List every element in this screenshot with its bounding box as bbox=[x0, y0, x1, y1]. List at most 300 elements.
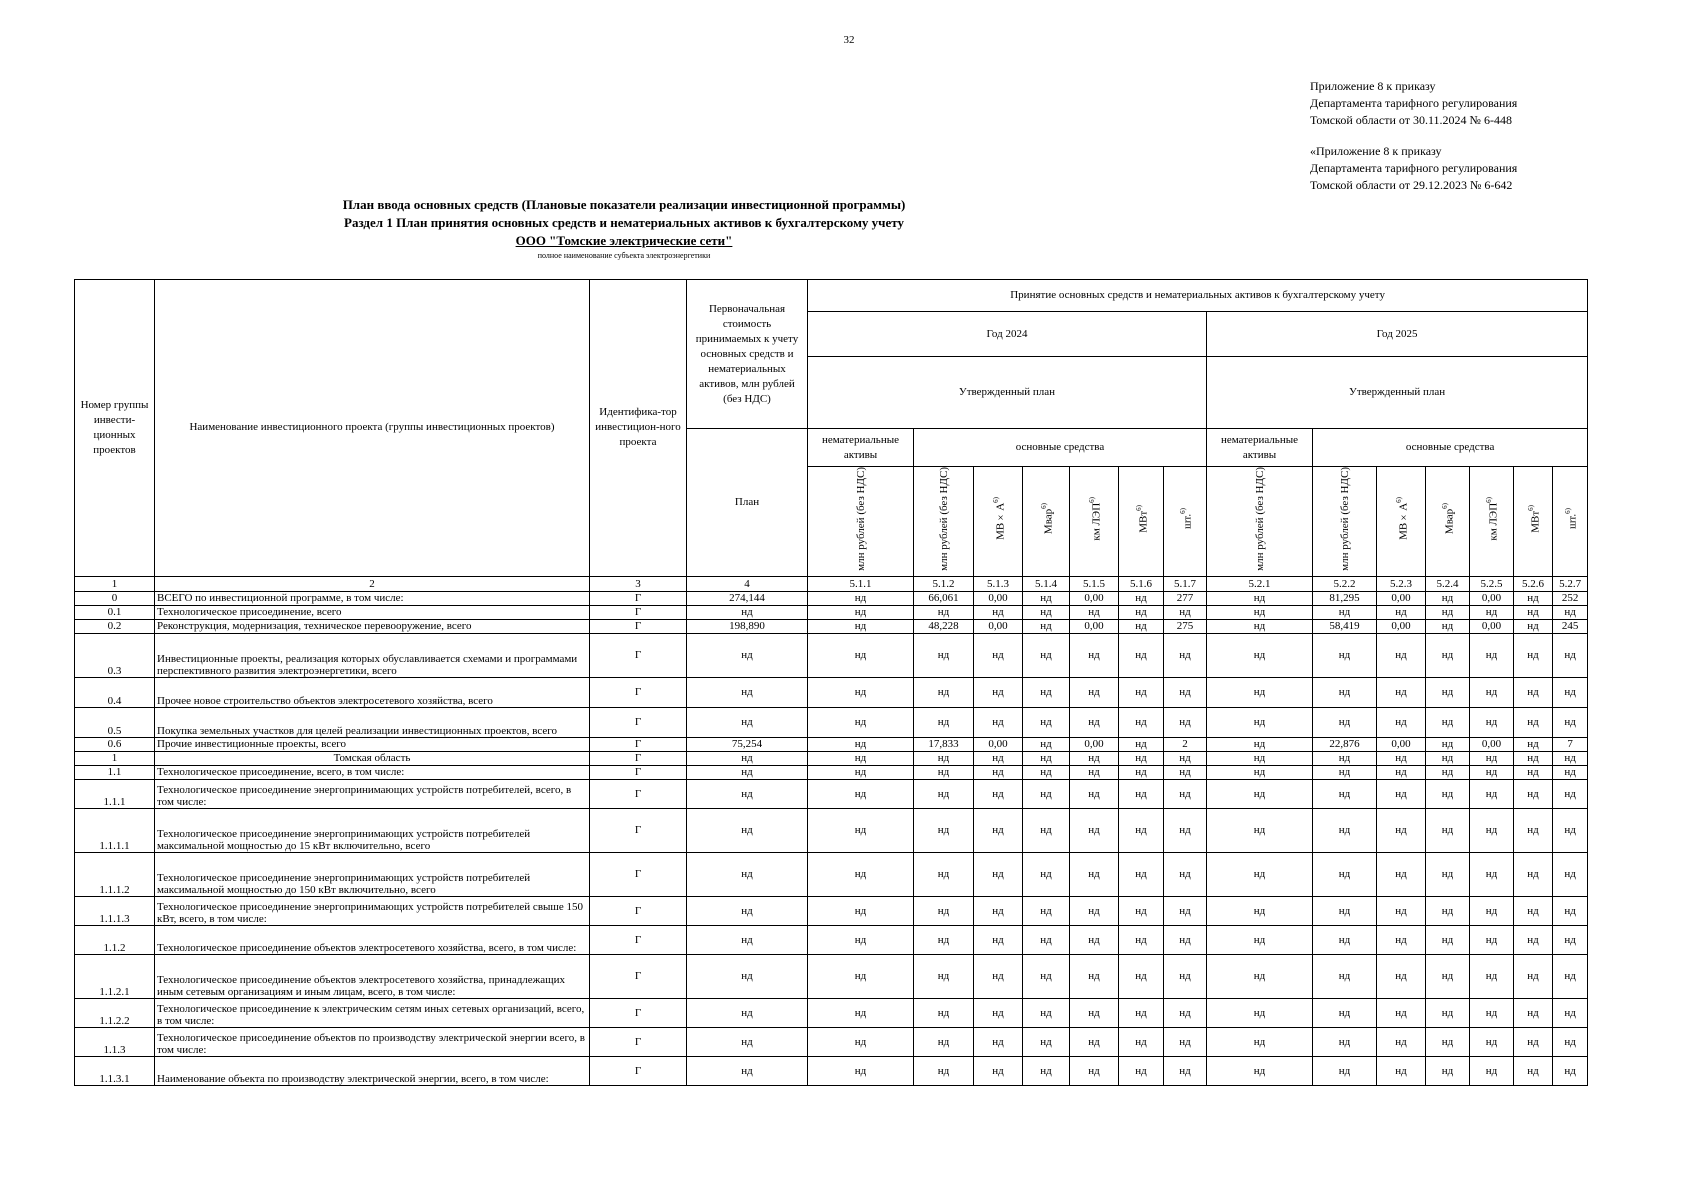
unit-label: шт.$^{6)}$ bbox=[1563, 508, 1579, 530]
header-initial-cost: Первоначальная стоимость принимаемых к учету основных средств и нематериальных активов, млн рублей (без НДС) bbox=[687, 280, 808, 429]
row-value-cell: нд bbox=[687, 1056, 808, 1085]
unit-header-cell bbox=[974, 467, 1023, 577]
row-value-cell: нд bbox=[687, 633, 808, 677]
table-header bbox=[75, 280, 1588, 592]
row-value-cell: нд bbox=[974, 925, 1023, 954]
row-project-id: Г bbox=[590, 808, 687, 852]
row-value-cell: нд bbox=[1377, 896, 1426, 925]
appendix-current bbox=[1310, 78, 1517, 129]
row-value-cell: нд bbox=[1514, 1056, 1553, 1085]
row-value-cell: нд bbox=[1070, 896, 1119, 925]
footnote-mark: 6) bbox=[1485, 497, 1494, 503]
row-value-cell: нд bbox=[1377, 1027, 1426, 1056]
row-group-number: 0.6 bbox=[75, 737, 155, 751]
row-value-cell: нд bbox=[974, 677, 1023, 707]
row-value-cell: нд bbox=[1426, 707, 1470, 737]
column-number-cell: 5.2.6 bbox=[1514, 576, 1553, 591]
row-value-cell: нд bbox=[1377, 707, 1426, 737]
row-value-cell: нд bbox=[1377, 925, 1426, 954]
row-project-name: Реконструкция, модернизация, техническое перевооружение, всего bbox=[155, 619, 590, 633]
row-project-name: Покупка земельных участков для целей реализации инвестиционных проектов, всего bbox=[155, 707, 590, 737]
row-value-cell: нд bbox=[1313, 852, 1377, 896]
row-group-number: 1.1.1.1 bbox=[75, 808, 155, 852]
table-row bbox=[75, 591, 1588, 605]
row-value-cell: нд bbox=[1377, 808, 1426, 852]
row-value-cell: 58,419 bbox=[1313, 619, 1377, 633]
header-project-name: Наименование инвестиционного проекта (группы инвестиционных проектов) bbox=[155, 280, 590, 577]
unit-header-cell bbox=[1514, 467, 1553, 577]
unit-label: км ЛЭП$^{6)}$ bbox=[1087, 497, 1103, 541]
footnote-mark: 6) bbox=[1178, 508, 1187, 515]
title-line-2: Раздел 1 План принятия основных средств и нематериальных активов к бухгалтерскому учету bbox=[344, 215, 904, 230]
row-group-number: 1.1.1 bbox=[75, 779, 155, 808]
row-group-number: 1.1.3.1 bbox=[75, 1056, 155, 1085]
row-group-number: 0 bbox=[75, 591, 155, 605]
row-group-number: 1.1.1.3 bbox=[75, 896, 155, 925]
row-value-cell: нд bbox=[1377, 605, 1426, 619]
row-value-cell: нд bbox=[1119, 605, 1164, 619]
row-project-id: Г bbox=[590, 751, 687, 765]
row-project-name: Технологическое присоединение энергопринимающих устройств потребителей максимальной мощностью до 150 кВт включительно, всего bbox=[155, 852, 590, 896]
row-value-cell: нд bbox=[1164, 1027, 1207, 1056]
row-value-cell: нд bbox=[974, 896, 1023, 925]
row-value-cell: нд bbox=[808, 852, 914, 896]
row-value-cell: нд bbox=[1553, 633, 1588, 677]
row-value-cell: 252 bbox=[1553, 591, 1588, 605]
column-number-cell: 5.2.2 bbox=[1313, 576, 1377, 591]
row-group-number: 1.1.2.1 bbox=[75, 954, 155, 998]
row-value-cell: нд bbox=[1426, 1027, 1470, 1056]
row-value-cell: нд bbox=[1313, 677, 1377, 707]
row-value-cell: нд bbox=[974, 808, 1023, 852]
row-value-cell: нд bbox=[1377, 765, 1426, 779]
table-row bbox=[75, 925, 1588, 954]
row-value-cell: нд bbox=[1470, 925, 1514, 954]
row-value-cell: 22,876 bbox=[1313, 737, 1377, 751]
row-value-cell: нд bbox=[1119, 591, 1164, 605]
row-value-cell: 48,228 bbox=[914, 619, 974, 633]
row-group-number: 0.2 bbox=[75, 619, 155, 633]
row-value-cell: нд bbox=[687, 779, 808, 808]
row-value-cell: нд bbox=[1426, 925, 1470, 954]
row-value-cell: нд bbox=[914, 707, 974, 737]
row-value-cell: нд bbox=[974, 707, 1023, 737]
row-value-cell: нд bbox=[1470, 954, 1514, 998]
row-value-cell: нд bbox=[1070, 765, 1119, 779]
organization-name: ООО "Томские электрические сети" bbox=[515, 233, 733, 248]
row-value-cell: нд bbox=[1023, 954, 1070, 998]
header-year-2025: Год 2025 bbox=[1207, 312, 1588, 357]
table-row bbox=[75, 896, 1588, 925]
row-value-cell: нд bbox=[1023, 619, 1070, 633]
row-value-cell: нд bbox=[1313, 605, 1377, 619]
row-project-id: Г bbox=[590, 591, 687, 605]
row-value-cell: нд bbox=[1164, 896, 1207, 925]
row-value-cell: нд bbox=[808, 925, 914, 954]
row-value-cell: нд bbox=[808, 779, 914, 808]
row-value-cell: нд bbox=[1553, 751, 1588, 765]
row-value-cell: нд bbox=[1470, 633, 1514, 677]
row-value-cell: 0,00 bbox=[974, 737, 1023, 751]
row-value-cell: нд bbox=[1514, 765, 1553, 779]
column-number-cell: 5.2.7 bbox=[1553, 576, 1588, 591]
row-project-id: Г bbox=[590, 925, 687, 954]
header-plan: План bbox=[687, 429, 808, 577]
row-value-cell: нд bbox=[1426, 1056, 1470, 1085]
row-value-cell: нд bbox=[1426, 591, 1470, 605]
row-value-cell: нд bbox=[808, 605, 914, 619]
row-value-cell: нд bbox=[1470, 998, 1514, 1027]
footnote-mark: 6) bbox=[1134, 505, 1143, 511]
row-value-cell: нд bbox=[1207, 765, 1313, 779]
row-value-cell: нд bbox=[808, 737, 914, 751]
row-value-cell: нд bbox=[1207, 998, 1313, 1027]
column-number-cell: 5.1.1 bbox=[808, 576, 914, 591]
row-value-cell: нд bbox=[1313, 998, 1377, 1027]
row-value-cell: нд bbox=[1023, 896, 1070, 925]
footnote-mark: 6) bbox=[1039, 503, 1048, 510]
row-value-cell: нд bbox=[687, 896, 808, 925]
header-group-number: Номер группы инвести-ционных проектов bbox=[75, 280, 155, 577]
row-value-cell: нд bbox=[687, 605, 808, 619]
row-value-cell: нд bbox=[1426, 619, 1470, 633]
row-value-cell: нд bbox=[1119, 1027, 1164, 1056]
header-approved-plan-2024: Утвержденный план bbox=[808, 357, 1207, 429]
row-value-cell: нд bbox=[1514, 707, 1553, 737]
row-value-cell: нд bbox=[1070, 1027, 1119, 1056]
row-value-cell: нд bbox=[1553, 779, 1588, 808]
column-number-cell: 2 bbox=[155, 576, 590, 591]
row-group-number: 0.3 bbox=[75, 633, 155, 677]
row-value-cell: нд bbox=[1377, 852, 1426, 896]
row-project-name: Технологическое присоединение, всего bbox=[155, 605, 590, 619]
row-value-cell: нд bbox=[1119, 677, 1164, 707]
row-value-cell: нд bbox=[1377, 677, 1426, 707]
row-value-cell: нд bbox=[1070, 779, 1119, 808]
unit-header-cell bbox=[1023, 467, 1070, 577]
row-value-cell: нд bbox=[1023, 633, 1070, 677]
row-value-cell: 66,061 bbox=[914, 591, 974, 605]
row-value-cell: нд bbox=[808, 619, 914, 633]
row-value-cell: нд bbox=[1514, 677, 1553, 707]
row-project-id: Г bbox=[590, 852, 687, 896]
row-value-cell: нд bbox=[1164, 925, 1207, 954]
investment-plan-table bbox=[74, 279, 1588, 1086]
row-project-id: Г bbox=[590, 765, 687, 779]
unit-label: млн рублей (без НДС) bbox=[1253, 467, 1266, 571]
row-value-cell: нд bbox=[1377, 1056, 1426, 1085]
row-value-cell: нд bbox=[1553, 896, 1588, 925]
row-value-cell: нд bbox=[914, 896, 974, 925]
row-value-cell: нд bbox=[1164, 605, 1207, 619]
row-value-cell: нд bbox=[1313, 1027, 1377, 1056]
row-value-cell: 0,00 bbox=[1070, 737, 1119, 751]
row-project-name: ВСЕГО по инвестиционной программе, в том числе: bbox=[155, 591, 590, 605]
row-project-id: Г bbox=[590, 605, 687, 619]
row-project-id: Г bbox=[590, 619, 687, 633]
header-acceptance: Принятие основных средств и нематериальных активов к бухгалтерскому учету bbox=[808, 280, 1588, 312]
header-fixed-assets-2025: основные средства bbox=[1313, 429, 1588, 467]
row-value-cell: нд bbox=[1023, 1056, 1070, 1085]
row-value-cell: нд bbox=[1514, 998, 1553, 1027]
row-value-cell: 0,00 bbox=[1070, 591, 1119, 605]
row-value-cell: нд bbox=[1023, 765, 1070, 779]
row-project-name: Технологическое присоединение объектов электросетевого хозяйства, всего, в том числе: bbox=[155, 925, 590, 954]
row-project-name: Технологическое присоединение объектов по производству электрической энергии всего, в том числе: bbox=[155, 1027, 590, 1056]
row-value-cell: нд bbox=[1070, 808, 1119, 852]
row-value-cell: нд bbox=[1313, 751, 1377, 765]
row-value-cell: нд bbox=[1164, 954, 1207, 998]
row-value-cell: нд bbox=[1470, 707, 1514, 737]
row-value-cell: нд bbox=[1164, 751, 1207, 765]
column-number-cell: 5.1.3 bbox=[974, 576, 1023, 591]
row-value-cell: нд bbox=[1119, 737, 1164, 751]
row-value-cell: нд bbox=[1470, 1056, 1514, 1085]
table-row bbox=[75, 808, 1588, 852]
row-value-cell: нд bbox=[1207, 737, 1313, 751]
table-row bbox=[75, 852, 1588, 896]
unit-header-cell bbox=[1164, 467, 1207, 577]
unit-header-cell bbox=[1377, 467, 1426, 577]
row-value-cell: 2 bbox=[1164, 737, 1207, 751]
row-value-cell: 81,295 bbox=[1313, 591, 1377, 605]
column-number-cell: 5.2.1 bbox=[1207, 576, 1313, 591]
row-value-cell: нд bbox=[1553, 1056, 1588, 1085]
row-group-number: 1.1.2 bbox=[75, 925, 155, 954]
row-value-cell: нд bbox=[1070, 1056, 1119, 1085]
column-number-cell: 5.1.4 bbox=[1023, 576, 1070, 591]
row-value-cell: нд bbox=[1119, 633, 1164, 677]
footnote-mark: 6) bbox=[991, 497, 1000, 504]
row-value-cell: нд bbox=[1207, 591, 1313, 605]
column-number-cell: 4 bbox=[687, 576, 808, 591]
row-value-cell: нд bbox=[1207, 779, 1313, 808]
row-value-cell: нд bbox=[808, 954, 914, 998]
table-row bbox=[75, 707, 1588, 737]
row-value-cell: 17,833 bbox=[914, 737, 974, 751]
row-value-cell: нд bbox=[1553, 765, 1588, 779]
unit-header-cell bbox=[1207, 467, 1313, 577]
row-value-cell: нд bbox=[1207, 633, 1313, 677]
row-value-cell: нд bbox=[687, 808, 808, 852]
appendix-line: Департамента тарифного регулирования bbox=[1310, 161, 1518, 175]
table-row bbox=[75, 998, 1588, 1027]
footnote-mark: 6) bbox=[1526, 505, 1535, 511]
row-value-cell: нд bbox=[808, 591, 914, 605]
row-value-cell: нд bbox=[1377, 633, 1426, 677]
row-value-cell: нд bbox=[687, 707, 808, 737]
row-value-cell: нд bbox=[1470, 779, 1514, 808]
row-value-cell: нд bbox=[808, 765, 914, 779]
footnote-mark: 6) bbox=[1087, 497, 1096, 503]
row-value-cell: нд bbox=[1470, 765, 1514, 779]
appendix-line: Томской области от 30.11.2024 № 6-448 bbox=[1310, 113, 1512, 127]
unit-header-cell bbox=[808, 467, 914, 577]
unit-header-cell bbox=[1553, 467, 1588, 577]
row-value-cell: нд bbox=[687, 925, 808, 954]
row-value-cell: нд bbox=[687, 954, 808, 998]
row-value-cell: нд bbox=[1313, 707, 1377, 737]
header-approved-plan-2025: Утвержденный план bbox=[1207, 357, 1588, 429]
row-value-cell: нд bbox=[1470, 605, 1514, 619]
row-value-cell: нд bbox=[1426, 808, 1470, 852]
row-value-cell: нд bbox=[1164, 852, 1207, 896]
row-value-cell: нд bbox=[808, 633, 914, 677]
appendix-previous bbox=[1310, 143, 1517, 194]
row-value-cell: нд bbox=[1514, 633, 1553, 677]
row-value-cell: нд bbox=[1514, 954, 1553, 998]
row-project-name: Технологическое присоединение энергопринимающих устройств потребителей максимальной мощностью до 15 кВт включительно, всего bbox=[155, 808, 590, 852]
row-value-cell: нд bbox=[1553, 925, 1588, 954]
row-value-cell: нд bbox=[1119, 954, 1164, 998]
row-value-cell: нд bbox=[1313, 925, 1377, 954]
row-value-cell: нд bbox=[687, 1027, 808, 1056]
column-number-cell: 5.2.4 bbox=[1426, 576, 1470, 591]
row-value-cell: нд bbox=[1023, 737, 1070, 751]
row-value-cell: нд bbox=[974, 852, 1023, 896]
row-value-cell: нд bbox=[1070, 751, 1119, 765]
row-value-cell: нд bbox=[914, 751, 974, 765]
row-value-cell: нд bbox=[1023, 1027, 1070, 1056]
row-value-cell: нд bbox=[914, 765, 974, 779]
row-value-cell: нд bbox=[1023, 779, 1070, 808]
row-value-cell: нд bbox=[914, 954, 974, 998]
row-value-cell: нд bbox=[1207, 896, 1313, 925]
row-value-cell: нд bbox=[1553, 808, 1588, 852]
row-value-cell: нд bbox=[914, 852, 974, 896]
row-value-cell: нд bbox=[1514, 925, 1553, 954]
footnote-mark: 6) bbox=[1441, 503, 1450, 510]
unit-label: Мвар$^{6)}$ bbox=[1039, 503, 1055, 535]
row-value-cell: нд bbox=[1426, 779, 1470, 808]
row-project-name: Прочее новое строительство объектов электросетевого хозяйства, всего bbox=[155, 677, 590, 707]
row-value-cell: нд bbox=[1553, 1027, 1588, 1056]
table-row bbox=[75, 751, 1588, 765]
row-group-number: 0.1 bbox=[75, 605, 155, 619]
table-row bbox=[75, 619, 1588, 633]
row-value-cell: нд bbox=[1207, 1027, 1313, 1056]
footnote-mark: 6) bbox=[1394, 497, 1403, 504]
row-value-cell: нд bbox=[1207, 751, 1313, 765]
row-value-cell: нд bbox=[1070, 925, 1119, 954]
row-value-cell: нд bbox=[1553, 707, 1588, 737]
row-value-cell: нд bbox=[1164, 998, 1207, 1027]
row-project-name: Технологическое присоединение к электрическим сетям иных сетевых организаций, всего, в том числе: bbox=[155, 998, 590, 1027]
row-value-cell: нд bbox=[1023, 605, 1070, 619]
table-row bbox=[75, 779, 1588, 808]
row-value-cell: нд bbox=[1514, 779, 1553, 808]
row-value-cell: 0,00 bbox=[1377, 591, 1426, 605]
row-value-cell: нд bbox=[1313, 808, 1377, 852]
row-value-cell: нд bbox=[914, 1027, 974, 1056]
row-value-cell: нд bbox=[1119, 619, 1164, 633]
column-number-cell: 3 bbox=[590, 576, 687, 591]
row-value-cell: 0,00 bbox=[974, 591, 1023, 605]
table-row bbox=[75, 765, 1588, 779]
unit-header-cell bbox=[914, 467, 974, 577]
row-value-cell: нд bbox=[1023, 808, 1070, 852]
row-value-cell: нд bbox=[1514, 751, 1553, 765]
unit-label: $МВ\times А^{6)}$ bbox=[1394, 497, 1410, 541]
row-value-cell: 198,890 bbox=[687, 619, 808, 633]
row-value-cell: нд bbox=[808, 751, 914, 765]
row-value-cell: нд bbox=[1313, 765, 1377, 779]
row-value-cell: нд bbox=[1119, 779, 1164, 808]
unit-label: МВт$^{6)}$ bbox=[1134, 505, 1150, 533]
row-value-cell: нд bbox=[1553, 605, 1588, 619]
row-value-cell: нд bbox=[808, 1056, 914, 1085]
column-number-cell: 5.1.6 bbox=[1119, 576, 1164, 591]
row-value-cell: нд bbox=[1023, 925, 1070, 954]
row-value-cell: нд bbox=[1514, 852, 1553, 896]
unit-header-cell bbox=[1426, 467, 1470, 577]
row-value-cell: нд bbox=[1377, 998, 1426, 1027]
row-value-cell: нд bbox=[1514, 737, 1553, 751]
footnote-mark: 6) bbox=[1563, 508, 1572, 515]
row-value-cell: нд bbox=[1119, 765, 1164, 779]
row-project-name: Инвестиционные проекты, реализация которых обуславливается схемами и программами перспективного развития электроэнергетики, всего bbox=[155, 633, 590, 677]
row-value-cell: нд bbox=[1023, 677, 1070, 707]
row-value-cell: нд bbox=[1164, 1056, 1207, 1085]
row-project-name: Томская область bbox=[155, 751, 590, 765]
row-group-number: 1.1.3 bbox=[75, 1027, 155, 1056]
row-group-number: 0.5 bbox=[75, 707, 155, 737]
row-value-cell: нд bbox=[1119, 896, 1164, 925]
row-value-cell: нд bbox=[974, 751, 1023, 765]
row-value-cell: 0,00 bbox=[1377, 619, 1426, 633]
row-value-cell: нд bbox=[974, 998, 1023, 1027]
row-value-cell: нд bbox=[1426, 998, 1470, 1027]
row-value-cell: нд bbox=[974, 765, 1023, 779]
column-number-cell: 5.2.5 bbox=[1470, 576, 1514, 591]
row-value-cell: нд bbox=[1553, 954, 1588, 998]
row-value-cell: нд bbox=[1023, 591, 1070, 605]
row-value-cell: нд bbox=[1207, 605, 1313, 619]
row-value-cell: нд bbox=[687, 677, 808, 707]
row-value-cell: нд bbox=[687, 751, 808, 765]
row-group-number: 0.4 bbox=[75, 677, 155, 707]
appendix-line: Департамента тарифного регулирования bbox=[1310, 96, 1518, 110]
row-value-cell: нд bbox=[1207, 925, 1313, 954]
unit-header-cell bbox=[1470, 467, 1514, 577]
table-row bbox=[75, 677, 1588, 707]
row-value-cell: нд bbox=[914, 1056, 974, 1085]
row-value-cell: нд bbox=[687, 998, 808, 1027]
row-value-cell: нд bbox=[1313, 1056, 1377, 1085]
row-value-cell: 7 bbox=[1553, 737, 1588, 751]
row-value-cell: нд bbox=[914, 998, 974, 1027]
row-value-cell: нд bbox=[914, 605, 974, 619]
row-value-cell: нд bbox=[1426, 605, 1470, 619]
unit-label: $МВ\times А^{6)}$ bbox=[991, 497, 1007, 541]
row-value-cell: 245 bbox=[1553, 619, 1588, 633]
row-value-cell: 274,144 bbox=[687, 591, 808, 605]
unit-label: млн рублей (без НДС) bbox=[1338, 467, 1351, 571]
row-value-cell: нд bbox=[1070, 605, 1119, 619]
row-value-cell: нд bbox=[914, 633, 974, 677]
row-project-name: Прочие инвестиционные проекты, всего bbox=[155, 737, 590, 751]
page-number: 32 bbox=[843, 34, 855, 46]
row-value-cell: нд bbox=[1207, 852, 1313, 896]
table-row bbox=[75, 954, 1588, 998]
row-value-cell: нд bbox=[1207, 1056, 1313, 1085]
row-value-cell: нд bbox=[1207, 954, 1313, 998]
row-value-cell: нд bbox=[1470, 751, 1514, 765]
row-value-cell: нд bbox=[1119, 852, 1164, 896]
unit-label: МВт$^{6)}$ bbox=[1526, 505, 1542, 533]
row-project-name: Наименование объекта по производству электрической энергии, всего, в том числе: bbox=[155, 1056, 590, 1085]
row-project-id: Г bbox=[590, 1056, 687, 1085]
